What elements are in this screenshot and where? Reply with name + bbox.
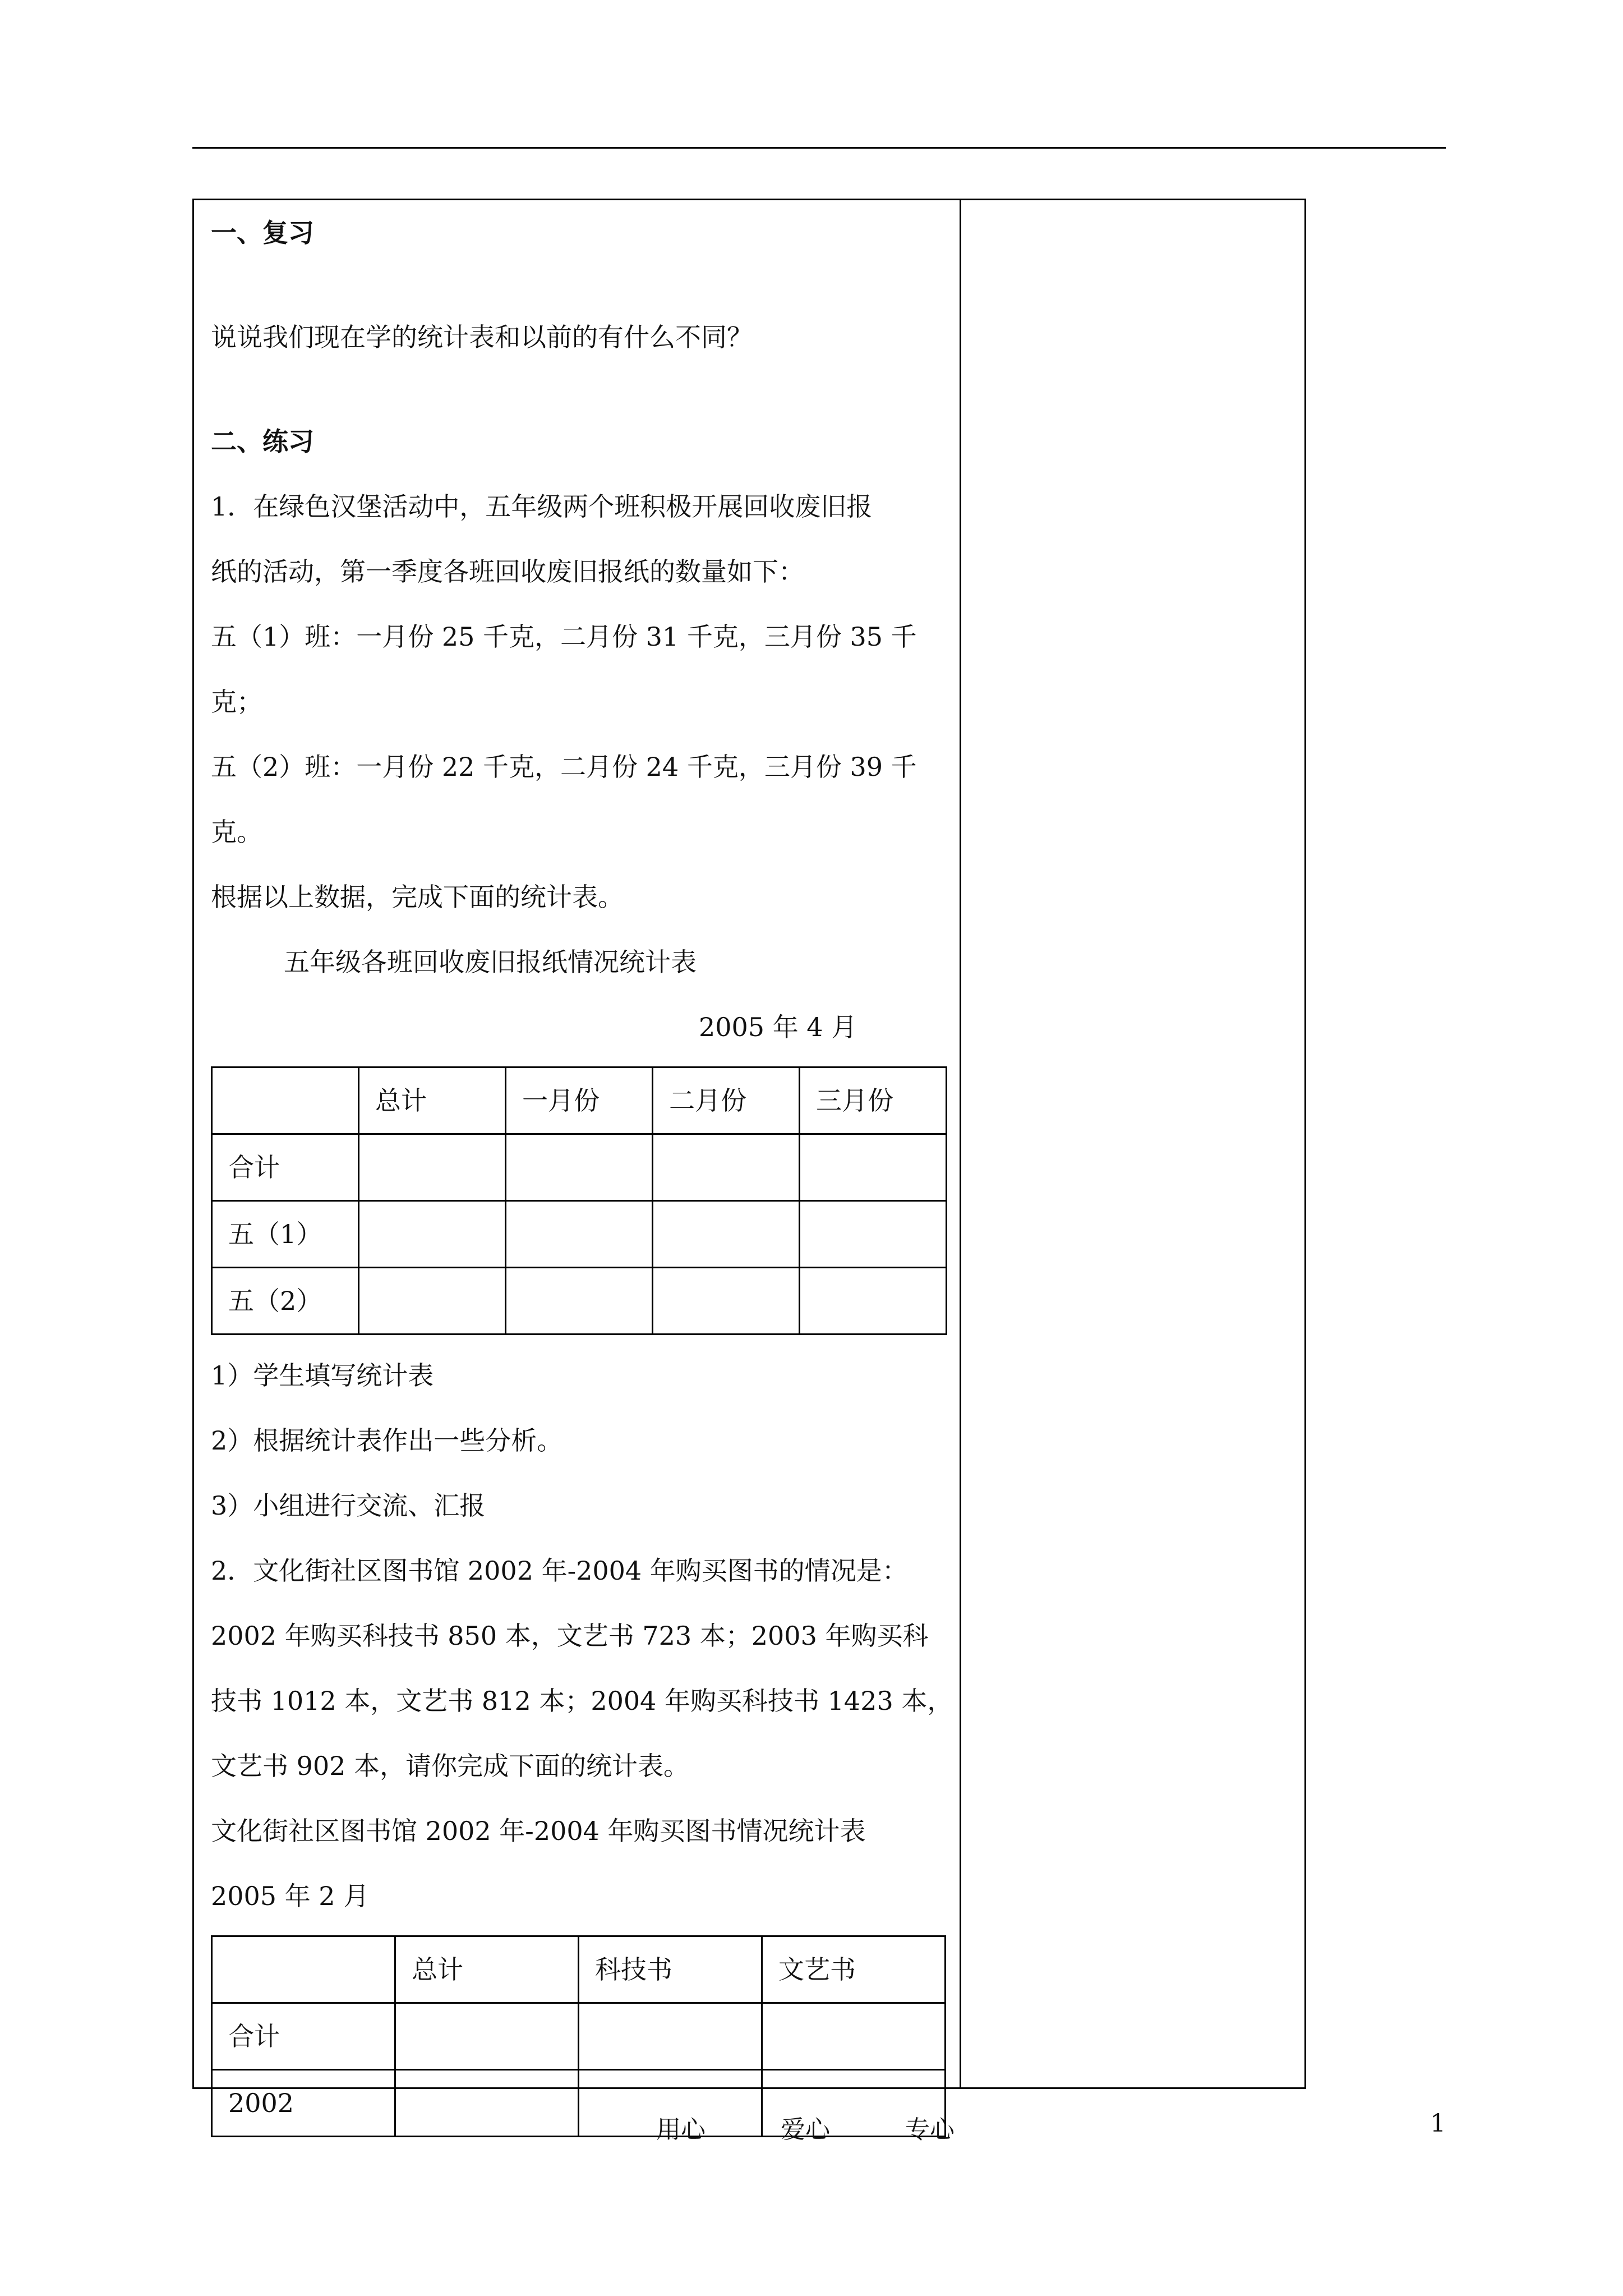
table-row [212,1068,947,1134]
table-row [212,2003,946,2070]
page-number: 1 [1430,2109,1446,2138]
table-header-cell: 二月份 [653,1068,800,1134]
footer-motto [656,2109,1022,2145]
section-practice-heading: 二、练习 [211,426,314,457]
table-cell [359,1201,506,1268]
table-cell [359,1134,506,1201]
table-cell [653,1268,800,1335]
table-row-label: 合计 [212,1134,359,1201]
table-cell [800,1201,947,1268]
table-header-cell: 文艺书 [762,1936,946,2003]
table2-date: 2005 年 2 月 [211,1881,370,1911]
table-header-cell: 科技书 [579,1936,762,2003]
table-cell [506,1201,653,1268]
table-header-cell [212,1936,395,2003]
exercise2-text: 技书 1012 本，文艺书 812 本；2004 年购买科技书 1423 本， [211,1686,953,1716]
step-item: 1）学生填写统计表 [211,1360,434,1391]
exercise1-text: 纸的活动，第一季度各班回收废旧报纸的数量如下： [211,556,804,587]
table-cell [395,2070,579,2137]
table-cell [579,2003,762,2070]
exercise1-text: 克。 [211,817,262,847]
exercise1-text: 1．在绿色汉堡活动中，五年级两个班积极开展回收废旧报 [211,491,873,522]
footer-motto-item: 专心 [905,2115,955,2144]
exercise1-text: 五（2）班：一月份 22 千克，二月份 24 千克，三月份 39 千 [211,752,917,782]
section-review-heading: 一、复习 [211,218,314,248]
exercise2-text: 2002 年购买科技书 850 本，文艺书 723 本；2003 年购买科 [211,1621,929,1651]
table-row [212,1201,947,1268]
header-rule [192,147,1446,149]
table2-title: 文化街社区图书馆 2002 年-2004 年购买图书情况统计表 [211,1816,866,1846]
step-item: 2）根据统计表作出一些分析。 [211,1425,563,1456]
table-header-cell: 三月份 [800,1068,947,1134]
table-row [212,1936,946,2003]
table-cell [653,1134,800,1201]
step-item: 3）小组进行交流、汇报 [211,1490,486,1521]
table-cell [653,1201,800,1268]
table-row-label: 五（1） [212,1201,359,1268]
table-row [212,1134,947,1201]
table-header-cell: 一月份 [506,1068,653,1134]
table-header-cell: 总计 [359,1068,506,1134]
table1-newspaper-recycling [211,1066,947,1335]
exercise2-text: 文艺书 902 本，请你完成下面的统计表。 [211,1751,690,1781]
review-question: 说说我们现在学的统计表和以前的有什么不同？ [211,322,753,352]
table-header-cell [212,1068,359,1134]
table-header-cell: 总计 [395,1936,579,2003]
exercise1-instruction: 根据以上数据，完成下面的统计表。 [211,882,624,912]
table1-date: 2005 年 4 月 [699,1012,857,1042]
exercise2-text: 2．文化街社区图书馆 2002 年-2004 年购买图书的情况是： [211,1556,908,1586]
footer-motto-item: 用心 [656,2115,706,2144]
lesson-content [211,200,953,2145]
table-row-label: 合计 [212,2003,395,2070]
column-divider [960,200,961,2087]
table2-library-books [211,1935,946,2137]
table-cell [506,1268,653,1335]
table-row [212,1268,947,1335]
exercise1-text: 克； [211,687,262,717]
exercise1-text: 五（1）班：一月份 25 千克，二月份 31 千克，三月份 35 千 [211,622,917,652]
footer-motto-item: 爱心 [781,2115,830,2144]
table-cell [506,1134,653,1201]
table-cell [395,2003,579,2070]
table-cell [800,1268,947,1335]
table-cell [762,2003,946,2070]
table-row-label: 2002 [212,2070,395,2137]
table-cell [800,1134,947,1201]
table1-title: 五年级各班回收废旧报纸情况统计表 [284,947,697,977]
lesson-frame [192,199,1306,2118]
table-cell [359,1268,506,1335]
table-row-label: 五（2） [212,1268,359,1335]
